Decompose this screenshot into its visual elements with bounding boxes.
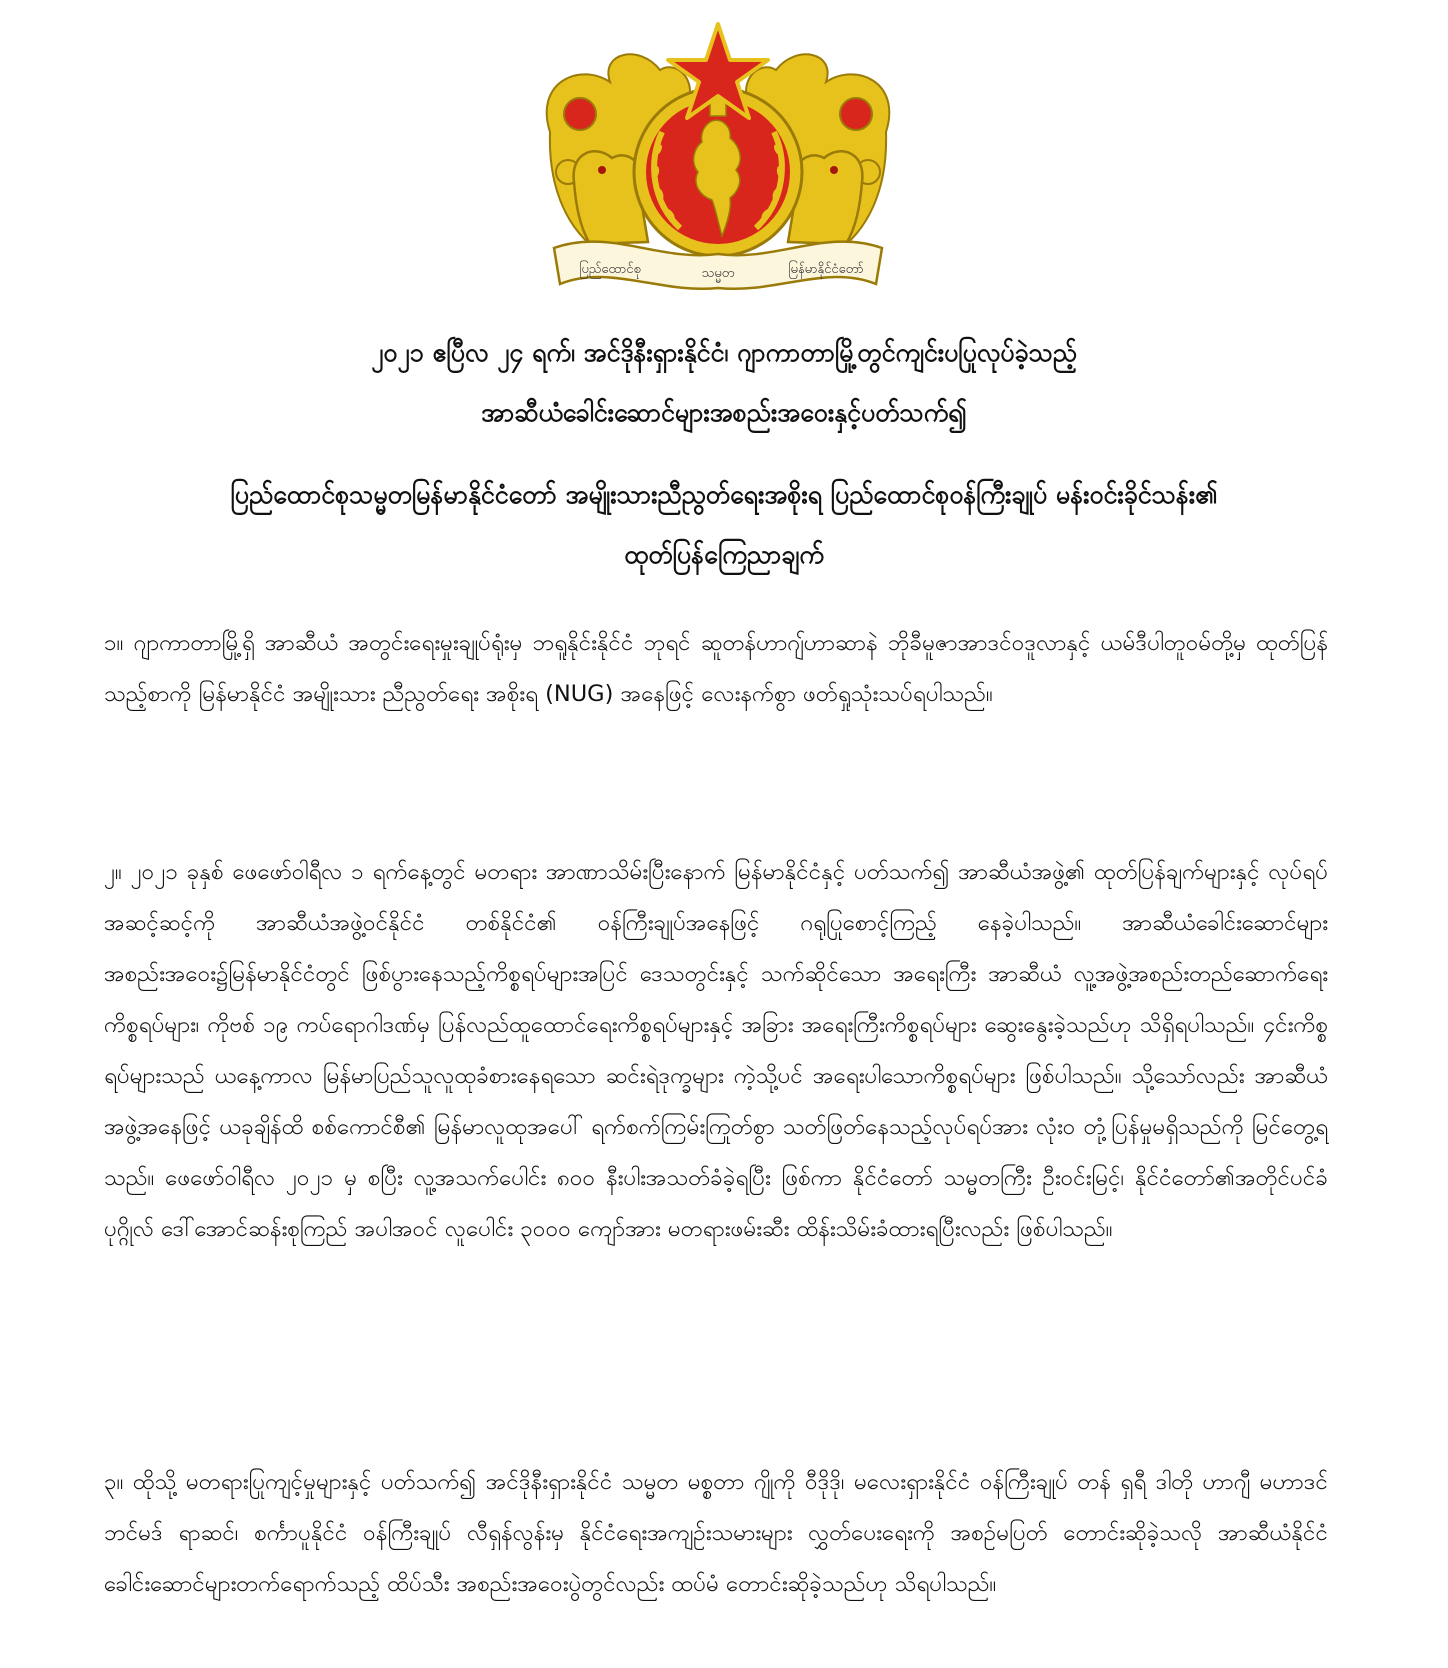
paragraph-1: ၁။ ဂျာကာတာမြို့ရှိ အာဆီယံ အတွင်းရေးမှုးချုပ်ရုံးမှ ဘရူနိုင်းနိုင်ငံ ဘုရင် ဆူတန်ဟာဂျ်ဟာဆာနဲ ဘိုခီမူဇာအာဒင်ဝဒူလာနှင့် ယမ်ဒီပါတူဝမ်တို့မှ ထုတ်ပြန်သည့်စာကို မြန်မာနိုင်ငံ အမျိုးသား ညီညွတ်ရေး အစိုးရ (NUG) အနေဖြင့် လေးနက်စွာ ဖတ်ရှုသုံးသပ်ရပါသည်။ bbox=[104, 630, 1328, 707]
ribbon-right-text: မြန်မာနိုင်ငံတော် bbox=[788, 262, 864, 277]
title-line-3: ပြည်ထောင်စုသမ္မတမြန်မာနိုင်ငံတော် အမျိုးသားညီညွတ်ရေးအစိုးရ ပြည်ထောင်စုဝန်ကြီးချုပ် မန်းဝင်းခိုင်သန်း၏ bbox=[230, 480, 1218, 509]
title-line-1: ၂၀၂၁ ဧပြီလ ၂၄ ရက်၊ အင်ဒိုနီးရှားနိုင်ငံ၊ ဂျာကာတာမြို့တွင်ကျင်းပပြုလုပ်ခဲ့သည့် bbox=[371, 338, 1077, 367]
title-line-2: အာဆီယံခေါင်းဆောင်များအစည်းအဝေးနှင့်ပတ်သက်၍ bbox=[481, 398, 967, 427]
paragraph-2: ၂။ ၂၀၂၁ ခုနှစ် ဖေဖော်ဝါရီလ ၁ ရက်နေ့တွင် မတရား အာဏာသိမ်းပြီးနောက် မြန်မာနိုင်ငံနှင့် ပတ်သက်၍ အာဆီယံအဖွဲ့၏ ထုတ်ပြန်ချက်များနှင့် လုပ်ရပ်အဆင့်ဆင့်ကို အာဆီယံအဖွဲ့ဝင်နိုင်ငံ တစ်နိုင်ငံ၏ ဝန်ကြီးချုပ်အနေဖြင့် ဂရုပြုစောင့်ကြည့် နေခဲ့ပါသည်။ အာဆီယံခေါင်းဆောင်များ အစည်းအဝေး၌မြန်မာနိုင်ငံတွင် ဖြစ်ပွားနေသည့်ကိစ္စရပ်များအပြင် ဒေသတွင်းနှင့် သက်ဆိုင်သော အရေးကြီး အာဆီယံ လူ့အဖွဲ့အစည်းတည်ဆောက်ရေး ကိစ္စရပ်များ၊ ကိုဗစ် ၁၉ ကပ်ရောဂါဒဏ်မှ ပြန်လည်ထူထောင်ရေးကိစ္စရပ်များနှင့် အခြား အရေးကြီးကိစ္စရပ်များ ဆွေးနွေးခဲ့သည်ဟု သိရှိရပါသည်။ ၄င်းကိစ္စရပ်များသည် ယနေ့ကာလ မြန်မာပြည်သူလူထုခံစားနေရသော ဆင်းရဲဒုက္ခများ ကဲ့သို့ပင် အရေးပါသောကိစ္စရပ်များ ဖြစ်ပါသည်။ သို့သော်လည်း အာဆီယံအဖွဲ့အနေဖြင့် ယခုချိန်ထိ စစ်ကောင်စီ၏ မြန်မာလူထုအပေါ် ရက်စက်ကြမ်းကြုတ်စွာ သတ်ဖြတ်နေသည့်လုပ်ရပ်အား လုံးဝ တုံ့ပြန်မှုမရှိသည်ကို မြင်တွေ့ရသည်။ ဖေဖော်ဝါရီလ ၂၀၂၁ မှ စပြီး လူ့အသက်ပေါင်း ၈၀၀ နီးပါးအသတ်ခံခဲ့ရပြီး ဖြစ်ကာ နိုင်ငံတော် သမ္မတကြီး ဦးဝင်းမြင့်၊ နိုင်ငံတော်၏အတိုင်ပင်ခံပုဂ္ဂိုလ် ဒေါ်အောင်ဆန်းစုကြည် အပါအဝင် လူပေါင်း ၃၀၀၀ ကျော်အား မတရားဖမ်းဆီး ထိန်းသိမ်းခံထားရပြီးလည်း ဖြစ်ပါသည်။ bbox=[104, 859, 1328, 1242]
paragraph-3: ၃။ ထိုသို့ မတရားပြုကျင့်မှုများနှင့် ပတ်သက်၍ အင်ဒိုနီးရှားနိုင်ငံ သမ္မတ မစ္စတာ ဂျိုကို ဝီဒိုဒို၊ မလေးရှားနိုင်ငံ ဝန်ကြီးချုပ် တန် ရှရီ ဒါတို ဟာဂျီ မဟာဒင် ဘင်မဒ် ရာဆင်၊ စင်္ကာပူနိုင်ငံ ဝန်ကြီးချုပ် လီရှန်လွန်းမှ နိုင်ငံရေးအကျဉ်းသမားများ လွှတ်ပေးရေးကို အစဉ်မပြတ် တောင်းဆိုခဲ့သလို အာဆီယံနိုင်ငံ ခေါင်းဆောင်များတက်ရောက်သည့် ထိပ်သီး အစည်းအဝေးပွဲတွင်လည်း ထပ်မံ တောင်းဆိုခဲ့သည်ဟု သိရပါသည်။ bbox=[104, 1469, 1328, 1597]
title-line-4: ထုတ်ပြန်ကြေညာချက် bbox=[624, 540, 824, 569]
state-emblem bbox=[540, 22, 896, 304]
ribbon-center-text: သမ္မတ bbox=[701, 266, 735, 281]
ribbon-left-text: ပြည်ထောင်စု bbox=[579, 262, 641, 277]
